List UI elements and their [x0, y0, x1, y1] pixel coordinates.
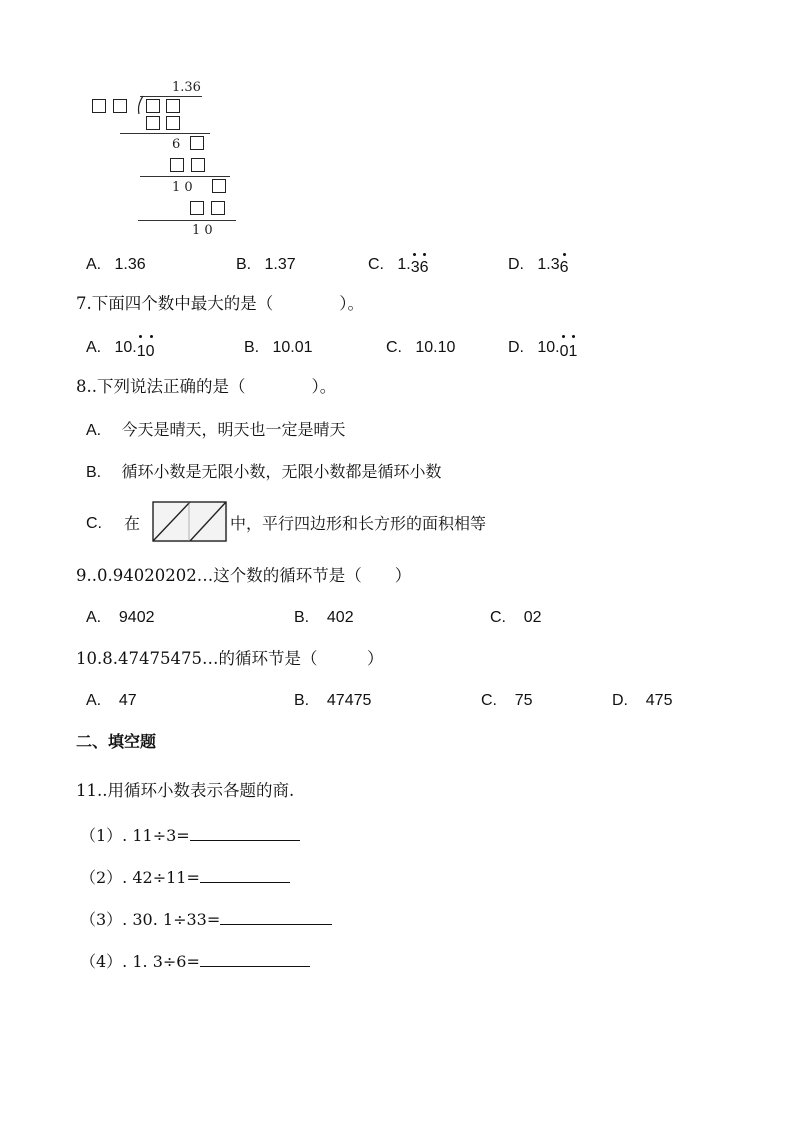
q7-option-d[interactable]: [508, 339, 578, 360]
option-prefix: 10.: [114, 339, 137, 356]
q10-option-c[interactable]: [481, 693, 533, 709]
q10-text: 10.8.47475475…的循环节是（ ）: [76, 649, 384, 668]
option-value: 75: [514, 692, 533, 709]
q11-item-1: [80, 826, 300, 844]
option-letter: B.: [244, 339, 260, 356]
option-letter: A.: [86, 256, 102, 273]
option-letter: B.: [86, 464, 102, 481]
dividend-box-1: [146, 99, 160, 113]
q7-option-b[interactable]: [244, 340, 313, 356]
q11-item-3: [80, 910, 332, 928]
section-title: 二、填空题: [76, 732, 157, 751]
q8-text: 8..下列说法正确的是（ ）。: [76, 377, 337, 396]
option-value: 475: [645, 692, 673, 709]
option-value: 10.01: [272, 339, 313, 356]
partial-box-1: [190, 136, 204, 150]
option-text: 循环小数是无限小数，无限小数都是循环小数: [121, 462, 442, 481]
option-letter: D.: [508, 256, 524, 273]
repeat-value: 36: [410, 259, 429, 276]
option-letter: B.: [294, 609, 310, 626]
option-letter: A.: [86, 422, 102, 439]
item-text: （1）. 11÷3=: [80, 826, 190, 845]
divisor-box-2: [113, 99, 127, 113]
q7-option-c[interactable]: [386, 340, 455, 356]
item-text: （2）. 42÷11=: [80, 868, 200, 887]
division-bracket: [137, 95, 145, 115]
option-prefix: 1.3: [537, 256, 560, 273]
q7-text: 7.下面四个数中最大的是（ ）。: [76, 294, 364, 313]
option-value: 1.36: [114, 256, 146, 273]
division-quotient: 1.36: [172, 80, 201, 95]
option-letter: A.: [86, 339, 102, 356]
product3-box-1: [190, 201, 204, 215]
repeat-value: 6: [559, 259, 569, 276]
option-letter: A.: [86, 609, 102, 626]
product-box-1: [146, 116, 160, 130]
repeating-digits: [560, 260, 569, 276]
option-value: 47: [118, 692, 137, 709]
dividend-box-2: [166, 99, 180, 113]
option-letter: A.: [86, 692, 102, 709]
q9-option-b[interactable]: [294, 610, 354, 626]
division-line-3: [138, 220, 236, 221]
partial-box-2: [212, 179, 226, 193]
option-prefix: 1.: [397, 256, 411, 273]
option-value: 02: [523, 609, 542, 626]
option-value: 47475: [326, 692, 372, 709]
repeat-value: 10: [136, 343, 155, 360]
division-remainder: 1 0: [192, 223, 213, 238]
item-text: （4）. 1. 3÷6=: [80, 952, 200, 971]
option-letter: C.: [490, 609, 506, 626]
q8-option-c-post: 中，平行四边形和长方形的面积相等: [230, 514, 487, 533]
division-bar: [140, 96, 202, 97]
q11-item-2: [80, 868, 290, 886]
q11-item-4: [80, 952, 310, 970]
repeating-digits: [560, 344, 578, 360]
q10-option-d[interactable]: [612, 693, 672, 709]
q8-option-a[interactable]: [86, 422, 345, 439]
option-value: 9402: [118, 609, 155, 626]
q8-option-c-letter[interactable]: C.: [86, 515, 102, 532]
q10-option-a[interactable]: [86, 693, 137, 709]
q7-option-a[interactable]: [86, 339, 155, 360]
option-letter: C.: [368, 256, 384, 273]
repeating-digits: [411, 260, 429, 276]
q10-option-b[interactable]: [294, 693, 371, 709]
division-line-1: [120, 133, 210, 134]
q6-option-a[interactable]: [86, 257, 146, 273]
q6-option-c[interactable]: [368, 256, 429, 276]
option-letter: D.: [612, 692, 628, 709]
product-box-2: [166, 116, 180, 130]
q9-text: 9..0.94020202…这个数的循环节是（ ）: [76, 566, 412, 585]
repeating-digits: [137, 344, 155, 360]
division-line-2: [140, 176, 230, 177]
option-letter: C.: [386, 339, 402, 356]
q6-option-d[interactable]: [508, 256, 569, 276]
item-text: （3）. 30. 1÷33=: [80, 910, 221, 929]
answer-blank[interactable]: [200, 868, 290, 883]
q8-option-b[interactable]: [86, 464, 441, 481]
option-prefix: 10.: [537, 339, 560, 356]
divisor-box-1: [92, 99, 106, 113]
option-letter: D.: [508, 339, 524, 356]
partial-digits-2: 1 0: [172, 180, 193, 195]
option-letter: B.: [294, 692, 310, 709]
repeat-value: 01: [559, 343, 578, 360]
answer-blank[interactable]: [220, 910, 332, 925]
product2-box-2: [191, 158, 205, 172]
q6-option-b[interactable]: [236, 257, 296, 273]
answer-blank[interactable]: [190, 826, 300, 841]
q8-option-c-pre: 在: [124, 514, 141, 533]
product3-box-2: [211, 201, 225, 215]
partial-digit-1: 6: [172, 137, 181, 152]
option-value: 1.37: [264, 256, 296, 273]
option-value: 10.10: [415, 339, 456, 356]
option-value: 402: [326, 609, 354, 626]
option-letter: C.: [481, 692, 497, 709]
q11-text: 11..用循环小数表示各题的商.: [76, 781, 295, 800]
option-letter: B.: [236, 256, 252, 273]
option-text: 今天是晴天，明天也一定是晴天: [121, 420, 346, 439]
answer-blank[interactable]: [200, 952, 310, 967]
product2-box-1: [170, 158, 184, 172]
q9-option-c[interactable]: [490, 610, 542, 626]
q9-option-a[interactable]: [86, 610, 155, 626]
parallelogram-rectangle-figure: [152, 501, 228, 543]
